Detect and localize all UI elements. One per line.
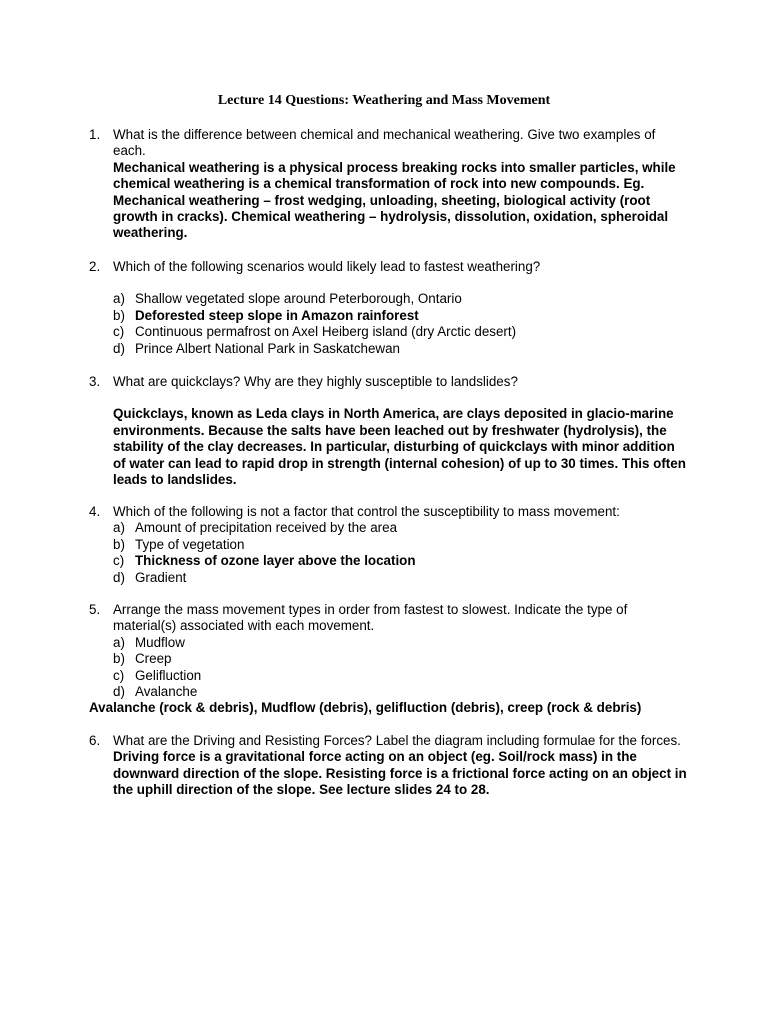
option-a: a) Amount of precipitation received by the area — [113, 520, 398, 536]
option-c-answer: c) Thickness of ozone layer above the location — [113, 553, 416, 569]
question-number: 2. — [89, 259, 101, 274]
question-4 — [89, 504, 689, 586]
question-text: What is the difference between chemical and mechanical weathering. Give two examples of each. — [113, 127, 656, 159]
page-title: Lecture 14 Questions: Weathering and Mass Movement — [217, 93, 551, 108]
answer-text: Mechanical weathering is a physical process breaking rocks into smaller particles, while chemical weathering is a chemical transformation of rock into new compounds. Eg. Mechanical weathering – frost wedging, unloading, sheeting, biological activity (root growth in cracks). Chemical weathering – hydrolysis, dissolution, oxidation, spheroidal weathering. — [113, 159, 676, 241]
question-6 — [89, 733, 689, 799]
question-number: 4. — [89, 504, 101, 519]
answer-5-text: Avalanche (rock & debris), Mudflow (debris), gelifluction (debris), creep (rock & debris) — [89, 700, 642, 715]
option-b: b) Type of vegetation — [113, 536, 245, 552]
question-text: Which of the following scenarios would likely lead to fastest weathering? — [113, 259, 541, 274]
question-text: What are the Driving and Resisting Forces? Label the diagram including formulae for the forces. — [113, 733, 681, 748]
question-2 — [89, 259, 689, 357]
question-number: 6. — [89, 733, 101, 748]
option-a: a) Shallow vegetated slope around Peterborough, Ontario — [113, 291, 462, 307]
option-d: d) Gradient — [113, 569, 187, 585]
question-text: What are quickclays? Why are they highly susceptible to landslides? — [113, 374, 518, 389]
question-text: Arrange the mass movement types in order from fastest to slowest. Indicate the type of material(s) associated with each movement. — [113, 602, 628, 634]
option-b: b) Creep — [113, 651, 172, 667]
option-c: c) Continuous permafrost on Axel Heiberg island (dry Arctic desert) — [113, 324, 517, 340]
question-5 — [89, 602, 689, 700]
question-number: 5. — [89, 602, 101, 617]
option-c: c) Gelifluction — [113, 667, 202, 683]
question-text: Which of the following is not a factor that control the susceptibility to mass movement: — [113, 504, 620, 519]
question-1 — [89, 127, 689, 242]
option-d: d) Avalanche — [113, 684, 198, 700]
option-a: a) Mudflow — [113, 634, 185, 650]
answer-text: Quickclays, known as Leda clays in North America, are clays deposited in glacio-marine environments. Because the salts have been leached out by freshwater (hydrolysis), the stability of the clay decreases. In particular, disturbing of quickclays with minor addition of water can lead to rapid drop in strength (internal cohesion) of up to 30 times. This often leads to landslides. — [113, 406, 686, 488]
option-d: d) Prince Albert National Park in Saskatchewan — [113, 340, 400, 356]
option-b-answer: b) Deforested steep slope in Amazon rainforest — [113, 307, 419, 323]
answer-text: Driving force is a gravitational force acting on an object (eg. Soil/rock mass) in the downward direction of the slope. Resisting force is a frictional force acting on an object in the uphill direction of the slope. See lecture slides 24 to 28. — [113, 749, 687, 798]
question-number: 1. — [89, 127, 101, 142]
question-3 — [89, 374, 689, 488]
question-number: 3. — [89, 374, 101, 389]
